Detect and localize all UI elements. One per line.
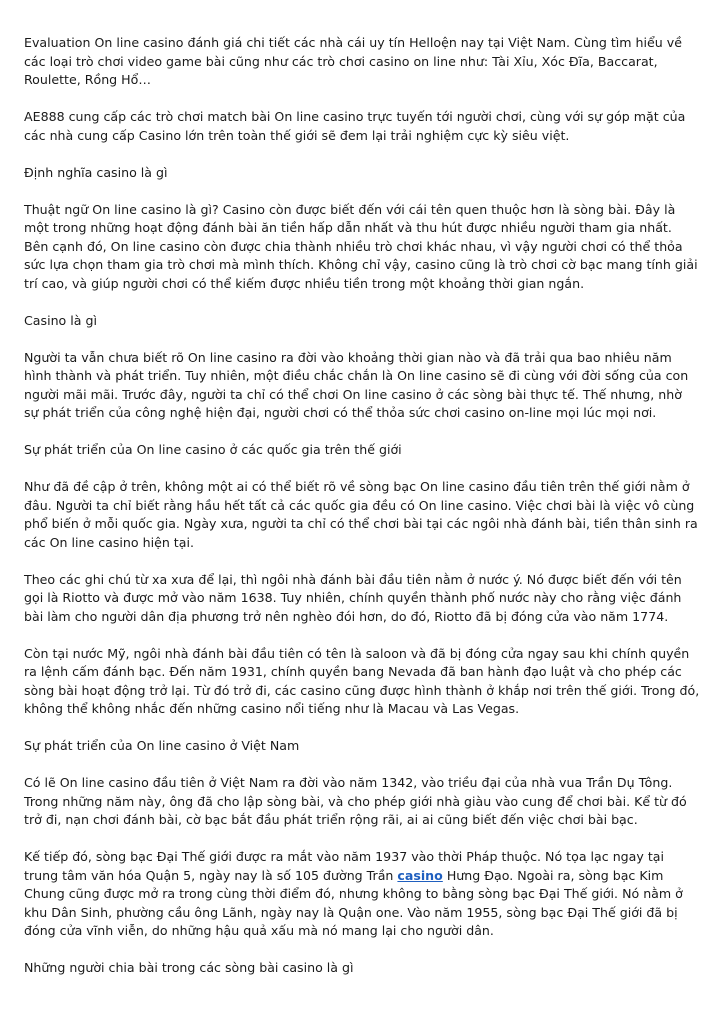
world-paragraph-1: Như đã đề cập ở trên, không một ai có thể biết rõ về sòng bạc On line casino đầu tiên trên thế giới nằm ở đâu. Người ta chỉ biết rằng hầu hết tất cả các quốc gia đều có On line casino. Việc chơi bài là việc vô cùng phổ biến ở mỗi quốc gia. Ngày xưa, người ta chỉ có thể chơi bài tại các ngôi nhà đánh bài, tiền thân sinh ra các On line casino hiện tại.: [24, 479, 698, 550]
section-heading-dealers: Những người chia bài trong các sòng bài casino là gì: [24, 960, 354, 975]
section-heading-world: Sự phát triển của On line casino ở các quốc gia trên thế giới: [24, 442, 402, 457]
document-body: [24, 34, 700, 996]
section-heading-vietnam: Sự phát triển của On line casino ở Việt Nam: [24, 738, 300, 753]
paragraph-text-after-link: Hưng Đạo. Ngoài ra, sòng bạc Kim Chung cũng được mở ra trong cùng thời điểm đó, nhưng không to bằng sòng bạc Đại Thế giới. Nó nằm ở khu Dân Sinh, phường cầu ông Lãnh, ngày nay là Quận one. Vào năm 1955, sòng bạc Đại Thế giới đã bị đóng cửa vĩnh viễn, do những hậu quả xấu mà nó mang lại cho người dân.: [24, 867, 683, 938]
world-paragraph-3: Còn tại nước Mỹ, ngôi nhà đánh bài đầu tiên có tên là saloon và đã bị đóng cửa ngay sau khi chính quyền ra lệnh cấm đánh bạc. Đến năm 1931, chính quyền bang Nevada đã ban hành đạo luật và cho phép các sòng bài hoạt động trở lại. Từ đó trở đi, các casino cũng được hình thành ở khắp nơi trên thế giới. Trong đó, không thể không nhắc đến những casino nổi tiếng như là Macau và Las Vegas.: [24, 645, 700, 716]
paragraph-text-before-link: Kế tiếp đó, sòng bạc Đại Thế giới được ra mắt vào năm 1937 vào thời Pháp thuộc. Nó tọa lạc ngay tại trung tâm văn hóa Quận 5, ngày nay là số 105 đường Trần: [24, 849, 664, 883]
vietnam-paragraph-2: [24, 848, 700, 941]
casino-link[interactable]: casino: [397, 867, 443, 883]
vietnam-paragraph-1: Có lẽ On line casino đầu tiên ở Việt Nam ra đời vào năm 1342, vào triều đại của nhà vua Trần Dụ Tông. Trong những năm này, ông đã cho lập sòng bài, và cho phép giới nhà giàu vào cung để chơi bài. Kể từ đó trở đi, nạn chơi đánh bài, cờ bạc bắt đầu phát triển rộng rãi, ai ai cũng biết đến việc chơi bài bạc.: [24, 775, 687, 827]
section-heading-definition: Định nghĩa casino là gì: [24, 164, 168, 180]
section-heading-what-is-casino: Casino là gì: [24, 312, 97, 328]
world-paragraph-2: Theo các ghi chú từ xa xưa để lại, thì ngôi nhà đánh bài đầu tiên nằm ở nước ý. Nó được biết đến với tên gọi là Riotto và được mở vào năm 1638. Tuy nhiên, chính quyền thành phố nước này cho rằng việc đánh bài làm cho người dân địa phương trở nên nghèo đói hơn, do đó, Riotto đã bị đóng cửa vào năm 1774.: [24, 571, 682, 624]
definition-paragraph: Thuật ngữ On line casino là gì? Casino còn được biết đến với cái tên quen thuộc hơn là sòng bài. Đây là một trong những hoạt động đánh bài ăn tiền hấp dẫn nhất và thu hút được nhiều người tham gia nhất. Bên cạnh đó, On line casino còn được chia thành nhiều trò chơi khác nhau, vì vậy người chơi có thể thỏa sức lựa chọn tham gia trò chơi mà mình thích. Không chỉ vậy, casino cũng là trò chơi cờ bạc mang tính giải trí cao, và giúp người chơi có thể kiếm được nhiều tiền trong một khoảng thời gian ngắn.: [24, 201, 698, 291]
ae888-paragraph: AE888 cung cấp các trò chơi match bài On line casino trực tuyến tới người chơi, cùng với sự góp mặt của các nhà cung cấp Casino lớn trên toàn thế giới sẽ đem lại trải nghiệm cực kỳ siêu việt.: [24, 109, 686, 143]
intro-paragraph: Evaluation On line casino đánh giá chi tiết các nhà cái uy tín Helloện nay tại Việt Nam. Cùng tìm hiểu về các loại trò chơi video game bài cũng như các trò chơi casino on line như: Tài Xỉu, Xóc Đĩa, Baccarat, Roulette, Rồng Hổ…: [24, 35, 682, 87]
history-paragraph: Người ta vẫn chưa biết rõ On line casino ra đời vào khoảng thời gian nào và đã trải qua bao nhiêu năm hình thành và phát triển. Tuy nhiên, một điều chắc chắn là On line casino sẽ đi cùng với đời sống của con người mãi mãi. Trước đây, người ta chỉ có thể chơi On line casino ở các sòng bài thực tế. Thế nhưng, nhờ sự phát triển của công nghệ hiện đại, người chơi có thể thỏa sức chơi casino on-line mọi lúc mọi nơi.: [24, 349, 689, 420]
